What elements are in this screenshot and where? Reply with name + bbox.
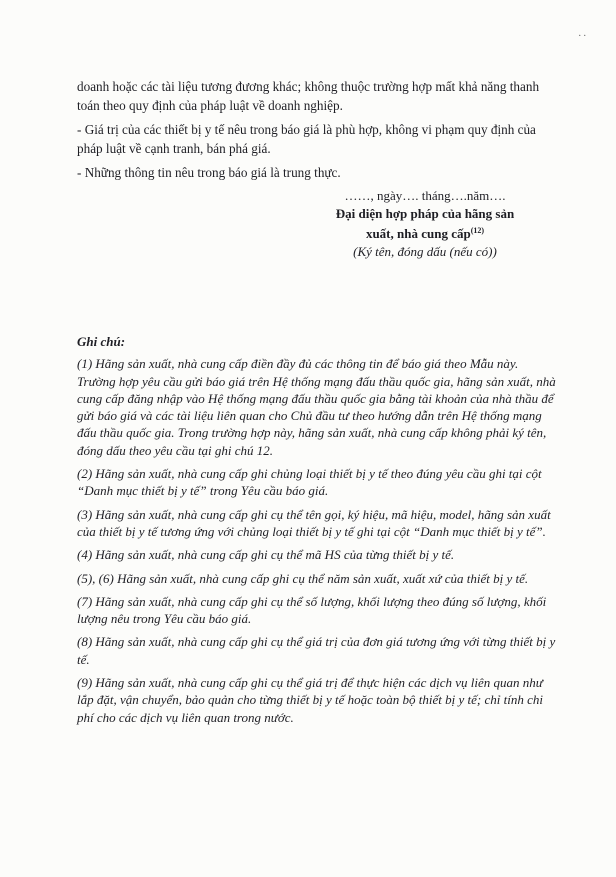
- signatory-title-text: xuất, nhà cung cấp: [365, 226, 471, 241]
- note-item: (3) Hãng sản xuất, nhà cung cấp ghi cụ thể tên gọi, ký hiệu, mã hiệu, model, hãng sản xuất của thiết bị y tế tương ứng với chủng loại thiết bị y tế ghi tại cột “Danh mục thiết bị y tế”.: [77, 506, 551, 539]
- note-item: (4) Hãng sản xuất, nhà cung cấp ghi cụ thể mã HS của từng thiết bị y tế.: [77, 547, 455, 563]
- signatory-title-line-1: Đại diện hợp pháp của hãng sản: [335, 205, 515, 221]
- note-item: (7) Hãng sản xuất, nhà cung cấp ghi cụ thể số lượng, khối lượng theo đúng số lượng, khối lượng nêu trong Yêu cầu báo giá.: [77, 593, 547, 627]
- signatory-title-line-2: [300, 222, 550, 243]
- note-item: (1) Hãng sản xuất, nhà cung cấp điền đầy đủ các thông tin để báo giá theo Mẫu này. Trường hợp yêu cầu gửi báo giá trên Hệ thống mạng đấu thầu quốc gia, hãng sản xuất, nhà cung cấp đăng nhập vào Hệ thống mạng đấu thầu quốc gia bằng tài khoản của nhà thầu để gửi báo giá và các tài liệu liên quan cho Chủ đầu tư theo hướng dẫn trên Hệ thống mạng đấu thầu quốc gia. Trong trường hợp này, hãng sản xuất, nhà cung cấp không phải ký tên, đóng dấu theo yêu cầu tại ghi chú 12.: [77, 356, 556, 458]
- footnote-ref-12: (12): [470, 226, 485, 235]
- note-item: (2) Hãng sản xuất, nhà cung cấp ghi chủng loại thiết bị y tế theo đúng yêu cầu ghi tại cột “Danh mục thiết bị y tế” trong Yêu cầu báo giá.: [77, 466, 542, 499]
- date-line: ……, ngày…. tháng….năm….: [344, 188, 506, 203]
- intro-paragraph-2: - Giá trị của các thiết bị y tế nêu trong báo giá là phù hợp, không vi phạm quy định của pháp luật về cạnh tranh, bán phá giá.: [77, 122, 536, 156]
- corner-mark: . .: [578, 28, 586, 39]
- intro-section: [77, 78, 547, 189]
- notes-heading: Ghi chú:: [77, 334, 126, 349]
- signature-block: [300, 187, 550, 260]
- note-item: (8) Hãng sản xuất, nhà cung cấp ghi cụ thể giá trị của đơn giá tương ứng với từng thiết bị y tế.: [77, 634, 556, 667]
- notes-section: [77, 333, 557, 732]
- note-item: (5), (6) Hãng sản xuất, nhà cung cấp ghi cụ thể năm sản xuất, xuất xứ của thiết bị y tế.: [77, 570, 529, 586]
- intro-paragraph-1: doanh hoặc các tài liệu tương đương khác; không thuộc trường hợp mất khả năng thanh toán theo quy định của pháp luật về doanh nghiệp.: [77, 79, 540, 113]
- note-item: (9) Hãng sản xuất, nhà cung cấp ghi cụ thể giá trị để thực hiện các dịch vụ liên quan như lắp đặt, vận chuyển, bảo quản cho từng thiết bị y tế hoặc toàn bộ thiết bị y tế; chỉ tính chi phí cho các dịch vụ liên quan trong nước.: [77, 675, 543, 725]
- signature-note: (Ký tên, đóng dấu (nếu có)): [353, 243, 497, 259]
- intro-paragraph-3: - Những thông tin nêu trong báo giá là trung thực.: [77, 165, 341, 180]
